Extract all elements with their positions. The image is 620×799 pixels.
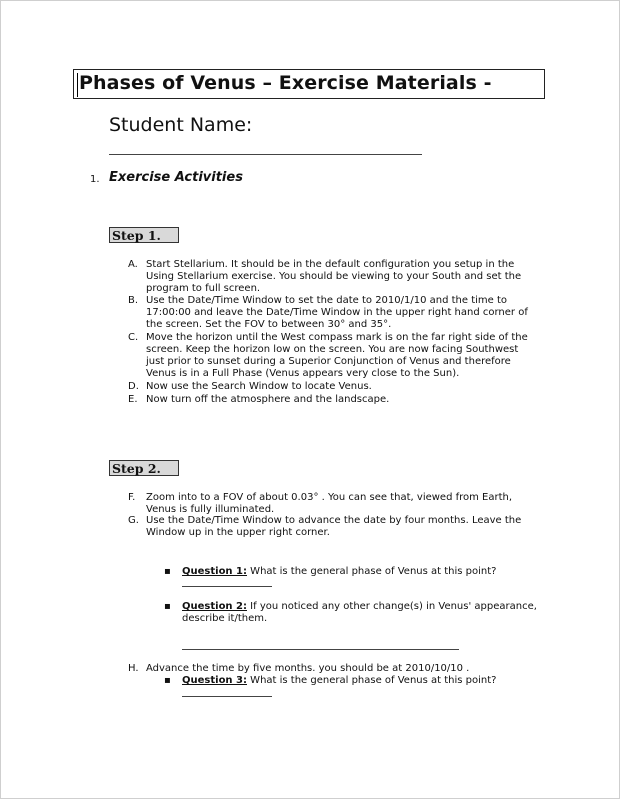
list-item: Use the Date/Time Window to advance the date by four months. Leave the Window up in the upper right corner. <box>146 515 522 538</box>
question-label: Question 1: <box>182 566 247 577</box>
question-label: Question 3: <box>182 675 247 686</box>
item-marker: F. <box>128 492 136 503</box>
text-cursor <box>77 73 78 97</box>
answer-blank[interactable] <box>182 696 272 697</box>
question-label: Question 2: <box>182 601 247 612</box>
question-text: What is the general phase of Venus at this point? <box>247 566 497 577</box>
bullet-icon: ▪ <box>164 675 171 686</box>
bullet-icon: ▪ <box>164 601 171 612</box>
student-name-label: Student Name: <box>109 114 253 136</box>
item-marker: D. <box>128 381 139 392</box>
question-text: If you noticed any other change(s) in Venus' appearance, <box>247 601 537 612</box>
document-title[interactable]: Phases of Venus – Exercise Materials - <box>79 72 492 94</box>
item-marker: H. <box>128 663 139 674</box>
list-item: Now use the Search Window to locate Venus. <box>146 381 372 392</box>
question-2 <box>182 601 552 625</box>
item-marker: G. <box>128 515 139 526</box>
list-item: Now turn off the atmosphere and the landscape. <box>146 394 390 405</box>
step2-heading: Step 2. <box>109 460 179 476</box>
student-name-blank[interactable] <box>109 154 422 155</box>
answer-blank[interactable] <box>182 586 272 587</box>
list-item: Zoom into to a FOV of about 0.03° . You can see that, viewed from Earth, Venus is fully illuminated. <box>146 492 513 515</box>
question-1 <box>182 566 552 578</box>
list-item: Use the Date/Time Window to set the date to 2010/1/10 and the time to 17:00:00 and leave the Date/Time Window in the upper right hand corner of the screen. Set the FOV to between 30° and 35°. <box>146 295 528 330</box>
item-marker: B. <box>128 295 139 306</box>
list-item: Advance the time by five months. you should be at 2010/10/10 . <box>146 663 470 674</box>
bullet-icon: ▪ <box>164 566 171 577</box>
section-number: 1. <box>90 174 100 185</box>
section-title: Exercise Activities <box>109 170 243 185</box>
step1-heading: Step 1. <box>109 227 179 243</box>
question-3 <box>182 675 552 687</box>
question-text: What is the general phase of Venus at this point? <box>247 675 497 686</box>
item-marker: C. <box>128 332 139 343</box>
item-marker: A. <box>128 259 138 270</box>
answer-blank[interactable] <box>182 649 459 650</box>
list-item: Move the horizon until the West compass mark is on the far right side of the screen. Keep the horizon low on the screen. You are now facing Southwest just prior to sunset during a Superior Conjunction of Venus and therefore Venus is in a Full Phase (Venus appears very close to the Sun). <box>146 332 528 379</box>
item-marker: E. <box>128 394 138 405</box>
question-text: describe it/them. <box>182 613 268 624</box>
list-item: Start Stellarium. It should be in the default configuration you setup in the Using Stellarium exercise. You should be viewing to your South and set the program to full screen. <box>146 259 522 294</box>
